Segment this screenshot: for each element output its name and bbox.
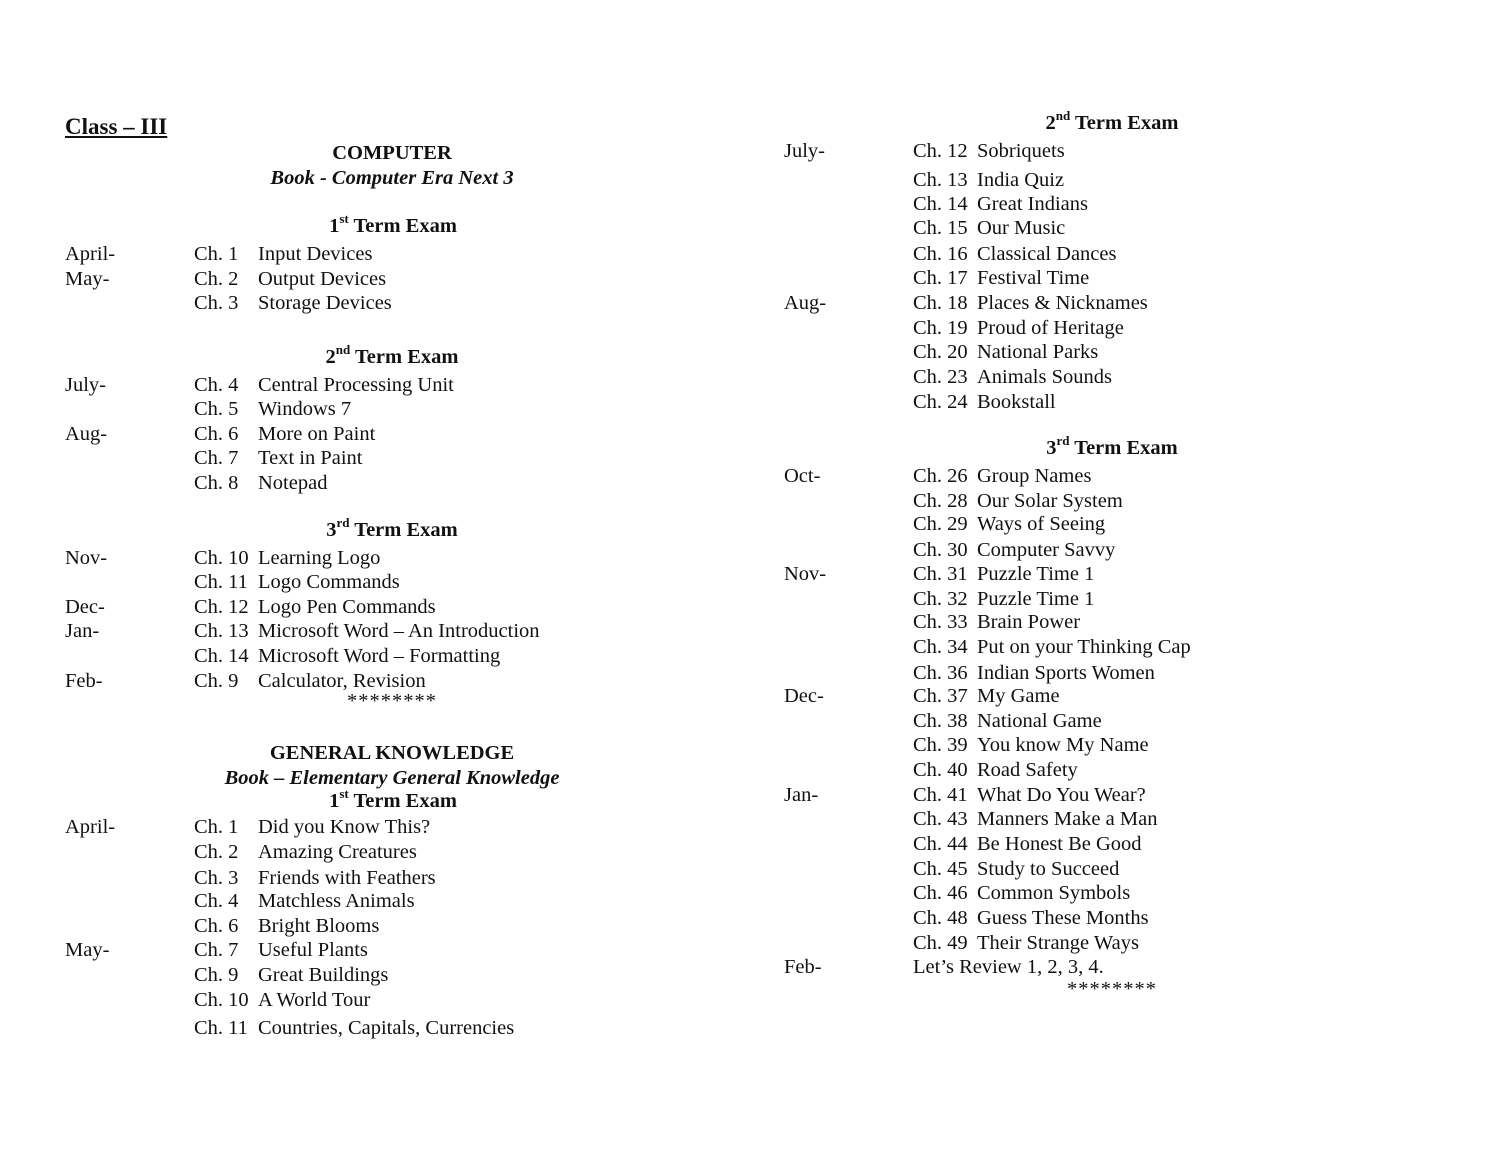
chapter-number: Ch. 19 [913, 317, 968, 339]
chapter-title: Brain Power [977, 611, 1081, 633]
chapter-number: Ch. 1 [194, 816, 239, 838]
chapter-title: Animals Sounds [977, 366, 1112, 388]
computer-end-marker: ******** [347, 690, 437, 712]
chapter-number: Ch. 2 [194, 841, 239, 863]
chapter-number: Ch. 28 [913, 490, 968, 512]
chapter-number: Ch. 13 [194, 620, 249, 642]
gk-term-3-heading: 3rd Term Exam [1046, 433, 1178, 459]
chapter-number: Ch. 6 [194, 423, 239, 445]
chapter-number: Ch. 4 [194, 374, 239, 396]
chapter-title: Sobriquets [977, 140, 1065, 162]
chapter-title: Common Symbols [977, 882, 1131, 904]
month-label: Aug- [784, 292, 827, 314]
chapter-number: Ch. 11 [194, 571, 248, 593]
chapter-title: National Game [977, 710, 1102, 732]
chapter-number: Ch. 14 [194, 645, 249, 667]
chapter-title: Matchless Animals [258, 890, 415, 912]
chapter-title: Notepad [258, 472, 328, 494]
month-label: July- [65, 374, 106, 396]
chapter-number: Ch. 41 [913, 784, 968, 806]
chapter-number: Ch. 13 [913, 169, 968, 191]
month-label: Oct- [784, 465, 821, 487]
chapter-number: Ch. 5 [194, 398, 239, 420]
computer-term-2-heading: 2nd Term Exam [325, 342, 459, 368]
chapter-title: Microsoft Word – Formatting [258, 645, 501, 667]
computer-term-3-heading: 3rd Term Exam [326, 515, 458, 541]
chapter-number: Ch. 12 [194, 596, 249, 618]
chapter-number: Ch. 3 [194, 867, 239, 889]
month-label: July- [784, 140, 825, 162]
chapter-number: Ch. 48 [913, 907, 968, 929]
month-label: Aug- [65, 423, 108, 445]
chapter-number: Ch. 45 [913, 858, 968, 880]
chapter-number: Ch. 33 [913, 611, 968, 633]
chapter-title: Output Devices [258, 268, 387, 290]
chapter-title: Proud of Heritage [977, 317, 1124, 339]
chapter-number: Ch. 7 [194, 939, 239, 961]
gk-term-1-heading: 1st Term Exam [329, 786, 457, 812]
month-label: May- [65, 939, 110, 961]
chapter-title: Bright Blooms [258, 915, 380, 937]
chapter-number: Ch. 31 [913, 563, 968, 585]
chapter-title: India Quiz [977, 169, 1065, 191]
chapter-title: Festival Time [977, 267, 1090, 289]
month-label: Nov- [65, 547, 108, 569]
chapter-title: Storage Devices [258, 292, 392, 314]
chapter-title: Bookstall [977, 391, 1056, 413]
chapter-title: A World Tour [258, 989, 371, 1011]
chapter-number: Ch. 1 [194, 243, 239, 265]
chapter-number: Ch. 49 [913, 932, 968, 954]
chapter-title: My Game [977, 685, 1060, 707]
month-label: Feb- [65, 670, 103, 692]
chapter-title: Central Processing Unit [258, 374, 454, 396]
chapter-title: National Parks [977, 341, 1099, 363]
chapter-title: Places & Nicknames [977, 292, 1148, 314]
month-label: Jan- [784, 784, 819, 806]
chapter-number: Ch. 26 [913, 465, 968, 487]
month-label: April- [65, 816, 116, 838]
chapter-number: Ch. 38 [913, 710, 968, 732]
gk-end-marker: ******** [1067, 978, 1157, 1000]
chapter-number: Ch. 2 [194, 268, 239, 290]
chapter-title: Calculator, Revision [258, 670, 426, 692]
chapter-number: Ch. 37 [913, 685, 968, 707]
chapter-number: Ch. 36 [913, 662, 968, 684]
chapter-number: Ch. 39 [913, 734, 968, 756]
chapter-number: Ch. 43 [913, 808, 968, 830]
computer-heading: COMPUTER [332, 142, 452, 164]
chapter-title: Puzzle Time 1 [977, 563, 1095, 585]
month-label: Feb- [784, 956, 822, 978]
chapter-number: Ch. 20 [913, 341, 968, 363]
chapter-title: Our Music [977, 217, 1066, 239]
gk-heading: GENERAL KNOWLEDGE [269, 742, 515, 764]
chapter-title: More on Paint [258, 423, 376, 445]
chapter-title: Our Solar System [977, 490, 1123, 512]
gk-book-title: Book – Elementary General Knowledge [224, 767, 560, 789]
chapter-title: Friends with Feathers [258, 867, 436, 889]
chapter-number: Ch. 32 [913, 588, 968, 610]
chapter-number: Ch. 40 [913, 759, 968, 781]
chapter-number: Ch. 16 [913, 243, 968, 265]
chapter-number: Ch. 11 [194, 1017, 248, 1039]
chapter-number: Ch. 4 [194, 890, 239, 912]
month-label: Dec- [65, 596, 105, 618]
chapter-number: Ch. 12 [913, 140, 968, 162]
chapter-title: Be Honest Be Good [977, 833, 1142, 855]
chapter-title: Study to Succeed [977, 858, 1120, 880]
chapter-title: Logo Pen Commands [258, 596, 436, 618]
chapter-number: Ch. 46 [913, 882, 968, 904]
chapter-title: Great Buildings [258, 964, 389, 986]
chapter-title: Microsoft Word – An Introduction [258, 620, 540, 642]
chapter-title: Classical Dances [977, 243, 1117, 265]
chapter-number: Ch. 44 [913, 833, 968, 855]
chapter-number: Ch. 18 [913, 292, 968, 314]
class-title: Class – III [65, 114, 168, 139]
chapter-number: Ch. 30 [913, 539, 968, 561]
chapter-number: Ch. 3 [194, 292, 239, 314]
chapter-title: Windows 7 [258, 398, 352, 420]
gk-term-2-heading: 2nd Term Exam [1045, 108, 1179, 134]
month-label: Jan- [65, 620, 100, 642]
chapter-title: Text in Paint [258, 447, 363, 469]
chapter-title: Amazing Creatures [258, 841, 417, 863]
computer-book-title: Book - Computer Era Next 3 [270, 167, 514, 189]
chapter-title: Ways of Seeing [977, 513, 1106, 535]
chapter-title: What Do You Wear? [977, 784, 1146, 806]
review-text: Let’s Review 1, 2, 3, 4. [913, 956, 1104, 978]
chapter-title: Did you Know This? [258, 816, 431, 838]
chapter-number: Ch. 9 [194, 670, 239, 692]
chapter-number: Ch. 6 [194, 915, 239, 937]
chapter-number: Ch. 24 [913, 391, 968, 413]
chapter-title: Manners Make a Man [977, 808, 1158, 830]
computer-term-1-heading: 1st Term Exam [329, 211, 457, 237]
chapter-title: Computer Savvy [977, 539, 1116, 561]
chapter-title: Useful Plants [258, 939, 368, 961]
month-label: April- [65, 243, 116, 265]
month-label: Nov- [784, 563, 827, 585]
chapter-title: Logo Commands [258, 571, 400, 593]
chapter-number: Ch. 7 [194, 447, 239, 469]
chapter-number: Ch. 23 [913, 366, 968, 388]
chapter-title: Indian Sports Women [977, 662, 1155, 684]
chapter-number: Ch. 34 [913, 636, 968, 658]
chapter-number: Ch. 10 [194, 989, 249, 1011]
chapter-title: Puzzle Time 1 [977, 588, 1095, 610]
chapter-number: Ch. 14 [913, 193, 968, 215]
month-label: May- [65, 268, 110, 290]
chapter-title: Learning Logo [258, 547, 381, 569]
chapter-number: Ch. 10 [194, 547, 249, 569]
chapter-number: Ch. 9 [194, 964, 239, 986]
chapter-title: Countries, Capitals, Currencies [258, 1017, 515, 1039]
chapter-title: Guess These Months [977, 907, 1149, 929]
chapter-number: Ch. 15 [913, 217, 968, 239]
chapter-title: Great Indians [977, 193, 1088, 215]
chapter-title: Put on your Thinking Cap [977, 636, 1191, 658]
chapter-number: Ch. 8 [194, 472, 239, 494]
month-label: Dec- [784, 685, 824, 707]
chapter-title: Their Strange Ways [977, 932, 1139, 954]
chapter-number: Ch. 29 [913, 513, 968, 535]
chapter-number: Ch. 17 [913, 267, 968, 289]
chapter-title: Input Devices [258, 243, 373, 265]
chapter-title: You know My Name [977, 734, 1149, 756]
chapter-title: Group Names [977, 465, 1092, 487]
chapter-title: Road Safety [977, 759, 1078, 781]
